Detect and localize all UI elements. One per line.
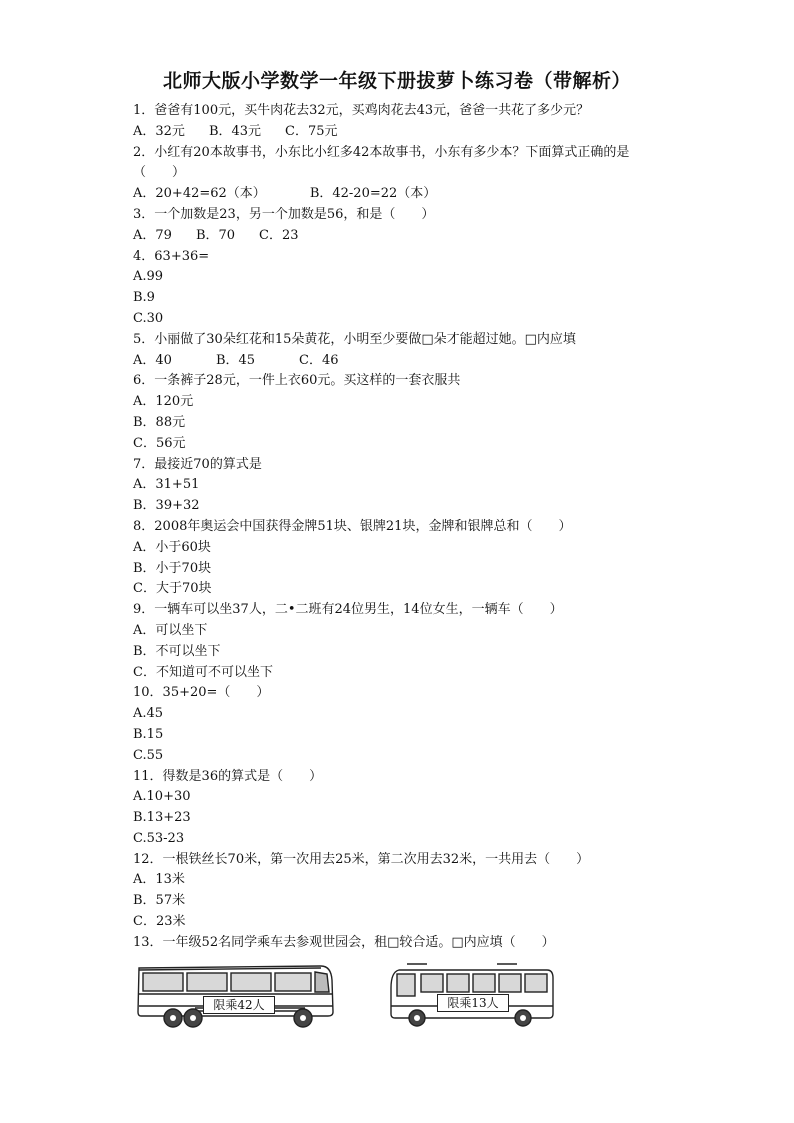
large-bus-image [135,958,335,1030]
option-a: A．小于60块 [133,539,211,555]
option-a: A.99 [133,269,164,285]
question-1-stem: 1．爸爸有100元，买牛肉花去32元，买鸡肉花去43元，爸爸一共花了多少元？ [133,103,590,118]
large-bus-capacity-label: 限乘42人 [203,996,275,1014]
option-a: A．可以坐下 [133,622,208,638]
option-b: B．88元 [133,414,186,430]
question-7-stem: 7．最接近70的算式是 [133,456,262,472]
option-a: A.10+30 [133,789,191,805]
question-11-stem: 11．得数是36的算式是（ ） [133,768,323,784]
question-9-stem: 9．一辆车可以坐37人，二•二班有24位男生，14位女生，一辆车（ ） [133,602,563,618]
option-c: C．56元 [133,435,186,451]
option-a: A．40 [133,352,172,368]
question-10-stem: 10．35+20=（ ） [133,685,270,701]
option-a: A．120元 [133,394,194,410]
option-c: C.30 [133,310,164,326]
question-list [133,101,673,954]
question-13-stem: 13．一年级52名同学乘车去参观世园会，租□较合适。□内应填（ ） [133,934,555,950]
option-b: B.9 [133,290,155,306]
option-b: B．42-20=22（本） [309,186,437,202]
option-c: C．23 [259,227,299,243]
option-a: A．13米 [133,872,185,888]
option-b: B．57米 [133,893,186,909]
question-2-options [133,184,673,205]
option-b: B．45 [215,352,256,368]
option-b: B．43元 [208,123,262,139]
option-b: B．不可以坐下 [133,643,221,659]
option-b: B.15 [133,726,164,742]
option-c: C．46 [299,352,339,368]
option-a: A．79 [133,227,172,243]
question-4-stem: 4．63+36= [133,248,210,264]
question-5-stem: 5．小丽做了30朵红花和15朵黄花，小明至少要做□朵才能超过她。□内应填 [133,331,576,347]
option-a: A．32元 [133,123,185,139]
question-5-options [133,351,673,372]
question-12-stem: 12．一根铁丝长70米，第一次用去25米，第二次用去32米，一共用去（ ） [133,851,590,867]
question-3-stem: 3．一个加数是23，另一个加数是56，和是（ ） [133,206,435,222]
question-3-options [133,226,673,247]
option-c: C.53-23 [133,830,185,846]
question-8-stem: 8．2008年奥运会中国获得金牌51块、银牌21块，金牌和银牌总和（ ） [133,518,572,534]
option-c: C．大于70块 [133,581,212,597]
option-b: B.13+23 [133,810,191,826]
option-a: A．31+51 [133,477,200,493]
option-b: B．39+32 [133,498,200,514]
question-1-options [133,122,673,143]
small-bus-capacity-label: 限乘13人 [437,994,509,1012]
question-6-stem: 6．一条裤子28元，一件上衣60元。买这样的一套衣服共 [133,373,461,389]
option-c: C．不知道可不可以坐下 [133,664,273,680]
option-b: B．70 [195,227,236,243]
page-title: 北师大版小学数学一年级下册拔萝卜练习卷（带解析） [162,70,631,92]
option-a: A.45 [133,706,164,722]
option-c: C.55 [133,747,164,763]
option-a: A．20+42=62（本） [133,186,266,202]
option-c: C．23米 [133,914,186,930]
option-c: C．75元 [285,123,338,139]
bus-illustrations [135,958,565,1038]
question-2-stem: 2．小红有20本故事书，小东比小红多42本故事书，小东有多少本？下面算式正确的是（ ） [133,144,630,181]
option-b: B．小于70块 [133,560,212,576]
